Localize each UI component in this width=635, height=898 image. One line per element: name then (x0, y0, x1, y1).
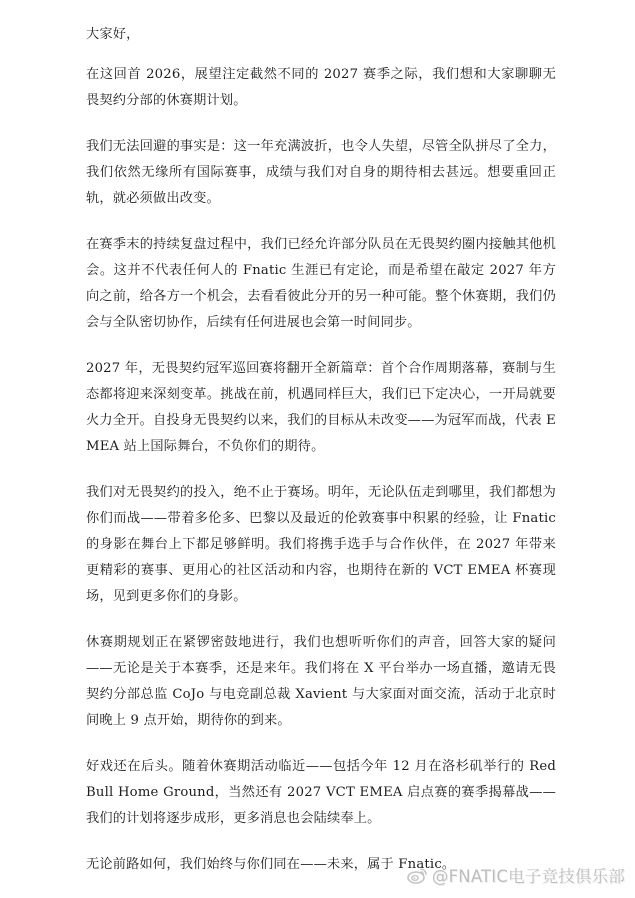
letter-paragraph-4: 2027 年，无畏契约冠军巡回赛将翻开全新篇章：首个合作周期落幕，赛制与生态都将迎来深刻变革。挑战在前，机遇同样巨大，我们已下定决心，一开局就要火力全开。自投身无畏契约以来，我们的目标从未改变——为冠军而战，代表 EMEA 站上国际舞台，不负你们的期待。 (86, 361, 556, 454)
letter-paragraph-6: 休赛期规划正在紧锣密鼓地进行，我们也想听听你们的声音，回答大家的疑问——无论是关于本赛季，还是来年。我们将在 X 平台举办一场直播，邀请无畏契约分部总监 CoJo 与电竞副总裁 Xavient 与大家面对面交流，活动于北京时间晚上 9 点开始，期待你的到来。 (86, 635, 556, 728)
letter-paragraph-5: 我们对无畏契约的投入，绝不止于赛场。明年，无论队伍走到哪里，我们都想为你们而战——带着多伦多、巴黎以及最近的伦敦赛事中积累的经验，让 Fnatic 的身影在舞台上下都足够鲜明。我们将携手选手与合作伙伴，在 2027 年带来更精彩的赛事、更用心的社区活动和内容，也期待在新的 VCT EMEA 杯赛现场，见到更多你们的身影。 (86, 485, 556, 604)
letter-paragraph-2: 我们无法回避的事实是：这一年充满波折，也令人失望，尽管全队拼尽了全力，我们依然无缘所有国际赛事，成绩与我们对自身的期待相去甚远。想要重回正轨，就必须做出改变。 (86, 139, 556, 206)
letter-paragraph-1: 在这回首 2026，展望注定截然不同的 2027 赛季之际，我们想和大家聊聊无畏契约分部的休赛期计划。 (86, 67, 556, 108)
letter-paragraph-8: 无论前路如何，我们始终与你们同在——未来，属于 Fnatic。 (86, 857, 456, 872)
letter-paragraph-3: 在赛季末的持续复盘过程中，我们已经允许部分队员在无畏契约圈内接触其他机会。这并不代表任何人的 Fnatic 生涯已有定论，而是希望在敲定 2027 年方向之前，给各方一个机会，去看看彼此分开的另一种可能。整个休赛期，我们仍会与全队密切协作，后续有任何进展也会第一时间同步。 (86, 237, 556, 330)
letter-paragraph-7: 好戏还在后头。随着休赛期活动临近——包括今年 12 月在洛杉矶举行的 Red Bull Home Ground，当然还有 2027 VCT EMEA 启点赛的赛季揭幕战——我们的计划将逐步成形，更多消息也会陆续奉上。 (86, 759, 556, 826)
watermark-text: @FNATIC电子竞技俱乐部 (431, 867, 625, 886)
weibo-icon (407, 867, 428, 884)
letter-greeting: 大家好， (86, 27, 140, 42)
weibo-watermark (407, 864, 625, 886)
letter-body (86, 22, 556, 898)
